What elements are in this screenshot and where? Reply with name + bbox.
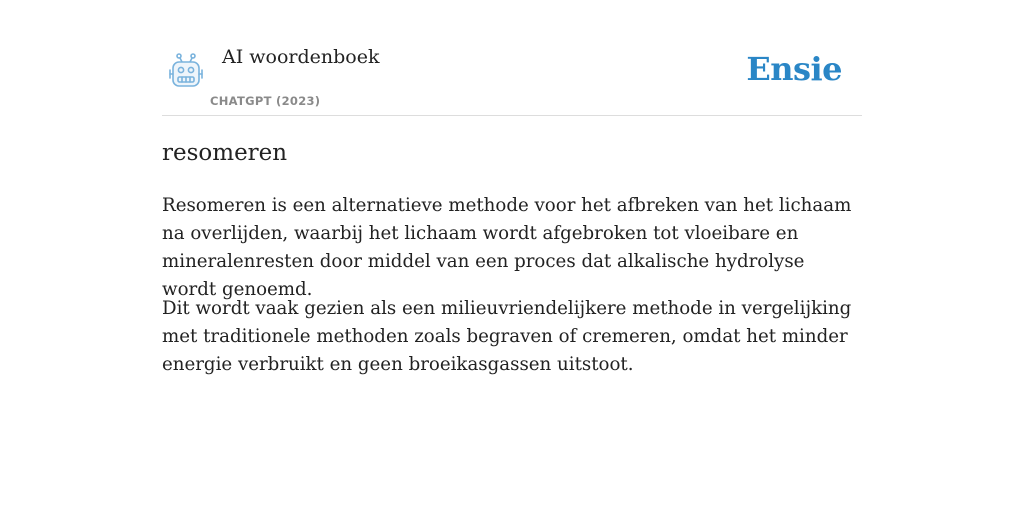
definition-paragraph-2: Dit wordt vaak gezien als een milieuvriendelijkere methode in vergelijking met traditionele methoden zoals begraven of cremeren, omdat het minder energie verbruikt en geen broeikasgassen uitstoot.	[162, 298, 852, 375]
dictionary-title[interactable]: AI woordenboek	[222, 46, 380, 68]
entry-term: resomeren	[162, 140, 288, 166]
robot-icon	[166, 52, 206, 90]
source-label: CHATGPT (2023)	[210, 94, 321, 108]
definition-paragraph-1: Resomeren is een alternatieve methode voor het afbreken van het lichaam na overlijden, waarbij het lichaam wordt afgebroken tot vloeibare en mineralenresten door middel van een proces dat alkalische hydrolyse wordt genoemd.	[162, 195, 852, 300]
ensie-logo-link[interactable]: Ensie	[746, 50, 842, 88]
page-container	[162, 0, 862, 375]
dictionary-header	[162, 0, 862, 116]
